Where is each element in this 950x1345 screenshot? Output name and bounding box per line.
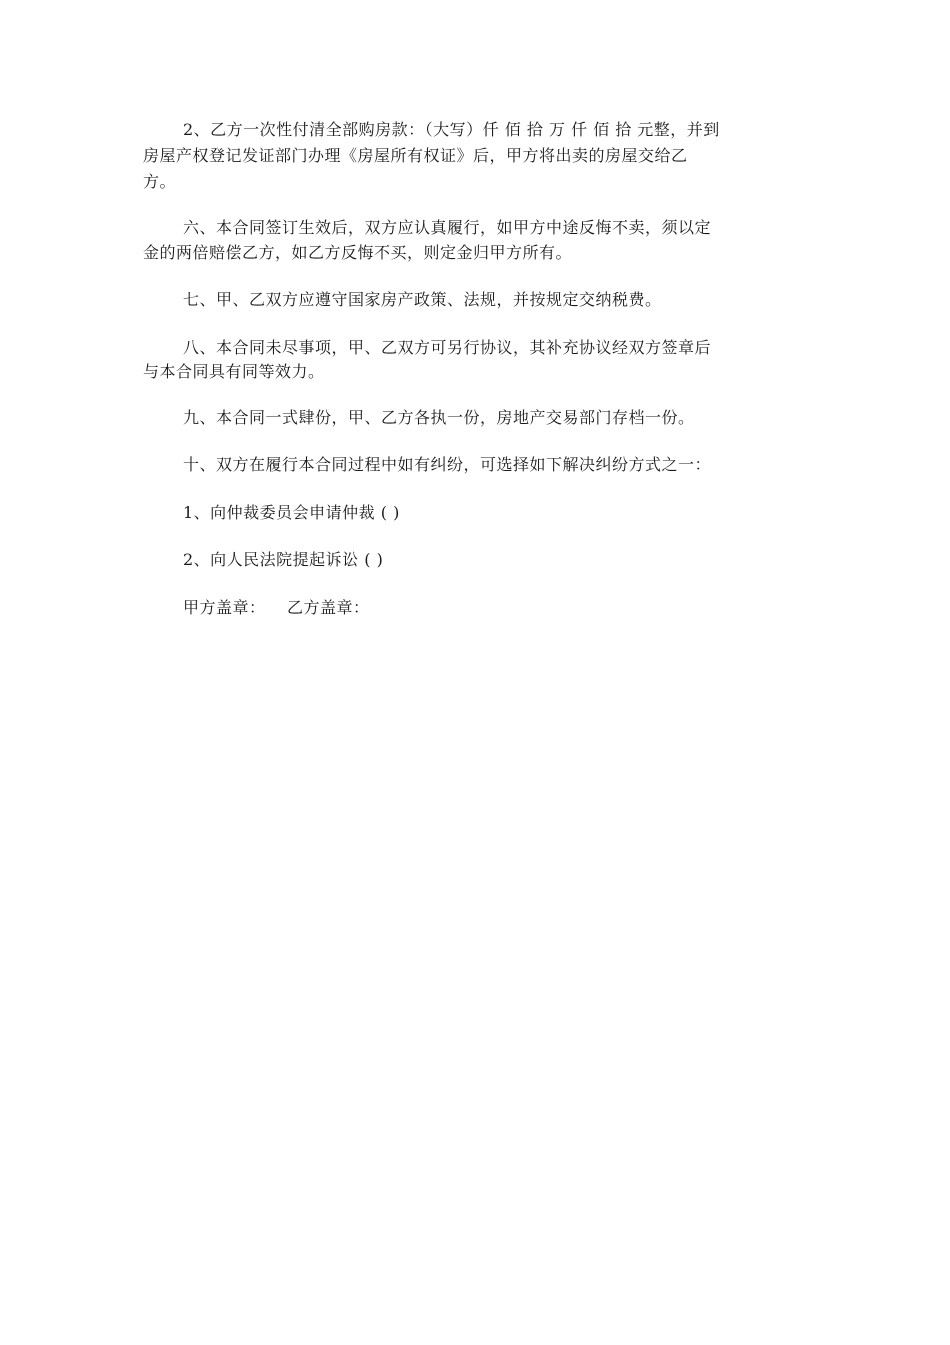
payment-clause-line-3: 方。 [143, 172, 177, 191]
clause-eight-line-2: 与本合同具有同等效力。 [143, 362, 325, 381]
clause-seven-line-1: 七、甲、乙双方应遵守国家房产政策、法规，并按规定交纳税费。 [183, 290, 662, 309]
payment-clause-line-2: 房屋产权登记发证部门办理《房屋所有权证》后，甲方将出卖的房屋交给乙 [143, 146, 688, 165]
dispute-option-arbitration: 1、向仲裁委员会申请仲裁 ( ) [183, 503, 400, 522]
clause-nine-line-1: 九、本合同一式肆份，甲、乙方各执一份，房地产交易部门存档一份。 [183, 408, 695, 427]
clause-six-line-2: 金的两倍赔偿乙方，如乙方反悔不买，则定金归甲方所有。 [143, 243, 573, 262]
clause-ten-line-1: 十、双方在履行本合同过程中如有纠纷，可选择如下解决纠纷方式之一： [183, 455, 712, 474]
clause-eight-line-1: 八、本合同未尽事项，甲、乙双方可另行协议，其补充协议经双方签章后 [183, 338, 712, 357]
payment-clause-line-1: 2、乙方一次性付清全部购房款：（大写）仟 佰 拾 万 仟 佰 拾 元整，并到 [183, 120, 720, 139]
party-b-seal-label: 乙方盖章： [287, 598, 370, 617]
dispute-option-litigation: 2、向人民法院提起诉讼 ( ) [183, 550, 384, 569]
clause-six-line-1: 六、本合同签订生效后，双方应认真履行，如甲方中途反悔不卖，须以定 [183, 218, 712, 237]
party-a-seal-label: 甲方盖章： [183, 598, 266, 617]
